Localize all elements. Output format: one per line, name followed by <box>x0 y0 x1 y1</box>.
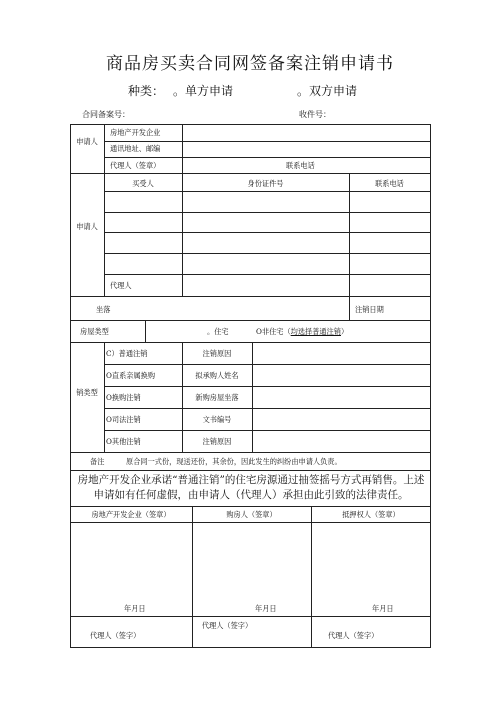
cancel-date-label: 注销日期 <box>355 305 384 314</box>
mortgagee-seal-header: 抵押权人（签章） <box>342 510 400 519</box>
address-label: 通讯地址、邮编 <box>110 144 161 153</box>
judicial-cancel-option[interactable]: O司法注销 <box>106 415 141 424</box>
developer-date-label: 年月日 <box>124 604 146 613</box>
developer-label: 房地产开发企业 <box>110 128 161 137</box>
declaration-text: 房地产开发企业承诺“普通注销”的住宅房源通过抽签摇号方式再销售。上述申请如有任何虚假，由申请人（代理人）承担由此引致的法律责任。 <box>77 474 425 501</box>
double-application-option[interactable]: 。双方申请 <box>297 84 358 98</box>
non-residential-note: 均选择普通注销 <box>290 327 341 336</box>
application-kind-label: 种类： <box>128 84 165 98</box>
agent-sign-label: 代理人（签章） <box>110 161 161 170</box>
cancel-type-label: 销类型 <box>76 388 98 397</box>
residential-option[interactable]: 。住宅 <box>207 327 229 336</box>
house-type-label: 房屋类型 <box>80 327 109 336</box>
note-label: 备注 <box>90 457 105 466</box>
buyer-date-label: 年月日 <box>255 604 277 613</box>
normal-cancel-option[interactable]: C）普通注销 <box>106 349 148 358</box>
buyer-header: 买受人 <box>132 179 154 188</box>
note-text: 原合同一式份，现送还份，其余份，因此发生的纠纷由申请人负责。 <box>126 457 342 466</box>
contact-phone-label: 联系电话 <box>286 161 315 170</box>
relative-exchange-option[interactable]: O直系亲属换购 <box>106 371 156 380</box>
document-number-label: 文书编号 <box>202 415 232 424</box>
buyer-section-label: 申请人 <box>76 222 98 231</box>
non-residential-prefix: O非住宅（ <box>256 327 291 336</box>
applicant-section-label: 申请人 <box>76 137 98 146</box>
buyer-phone-header: 联系电话 <box>375 179 404 188</box>
non-residential-option[interactable] <box>256 327 348 336</box>
intended-buyer-label: 拟承购人姓名 <box>195 371 239 380</box>
developer-agent-sign: 代理人（签字） <box>90 631 141 640</box>
mortgagee-agent-sign: 代理人（签字） <box>328 631 379 640</box>
location-label: 坐落 <box>96 305 111 314</box>
non-residential-suffix: ） <box>340 327 349 336</box>
buyer-agent-sign: 代理人（签字） <box>201 621 253 630</box>
cancel-reason-label: 注销原因 <box>202 349 232 358</box>
exchange-cancel-option[interactable]: O换购注销 <box>106 393 141 402</box>
application-form-table <box>70 124 431 648</box>
other-cancel-option[interactable]: O其他注销 <box>106 437 141 446</box>
developer-seal-header: 房地产开发企业（签章） <box>91 510 171 519</box>
buyer-agent-label: 代理人 <box>110 281 132 290</box>
other-cancel-reason-label: 注销原因 <box>202 437 232 446</box>
receipt-number-label: 收件号： <box>299 110 331 119</box>
contract-number-label: 合同备案号： <box>82 110 130 119</box>
buyer-seal-header: 购房人（签章） <box>226 510 277 519</box>
single-application-option[interactable]: 。单方申请 <box>173 84 234 98</box>
new-house-location-label: 新购房屋坐落 <box>195 393 239 402</box>
id-number-header: 身份证件号 <box>247 179 284 188</box>
page-title: 商品房买卖合同网签备案注销申请书 <box>106 54 394 74</box>
mortgagee-date-label: 年月日 <box>372 604 394 613</box>
